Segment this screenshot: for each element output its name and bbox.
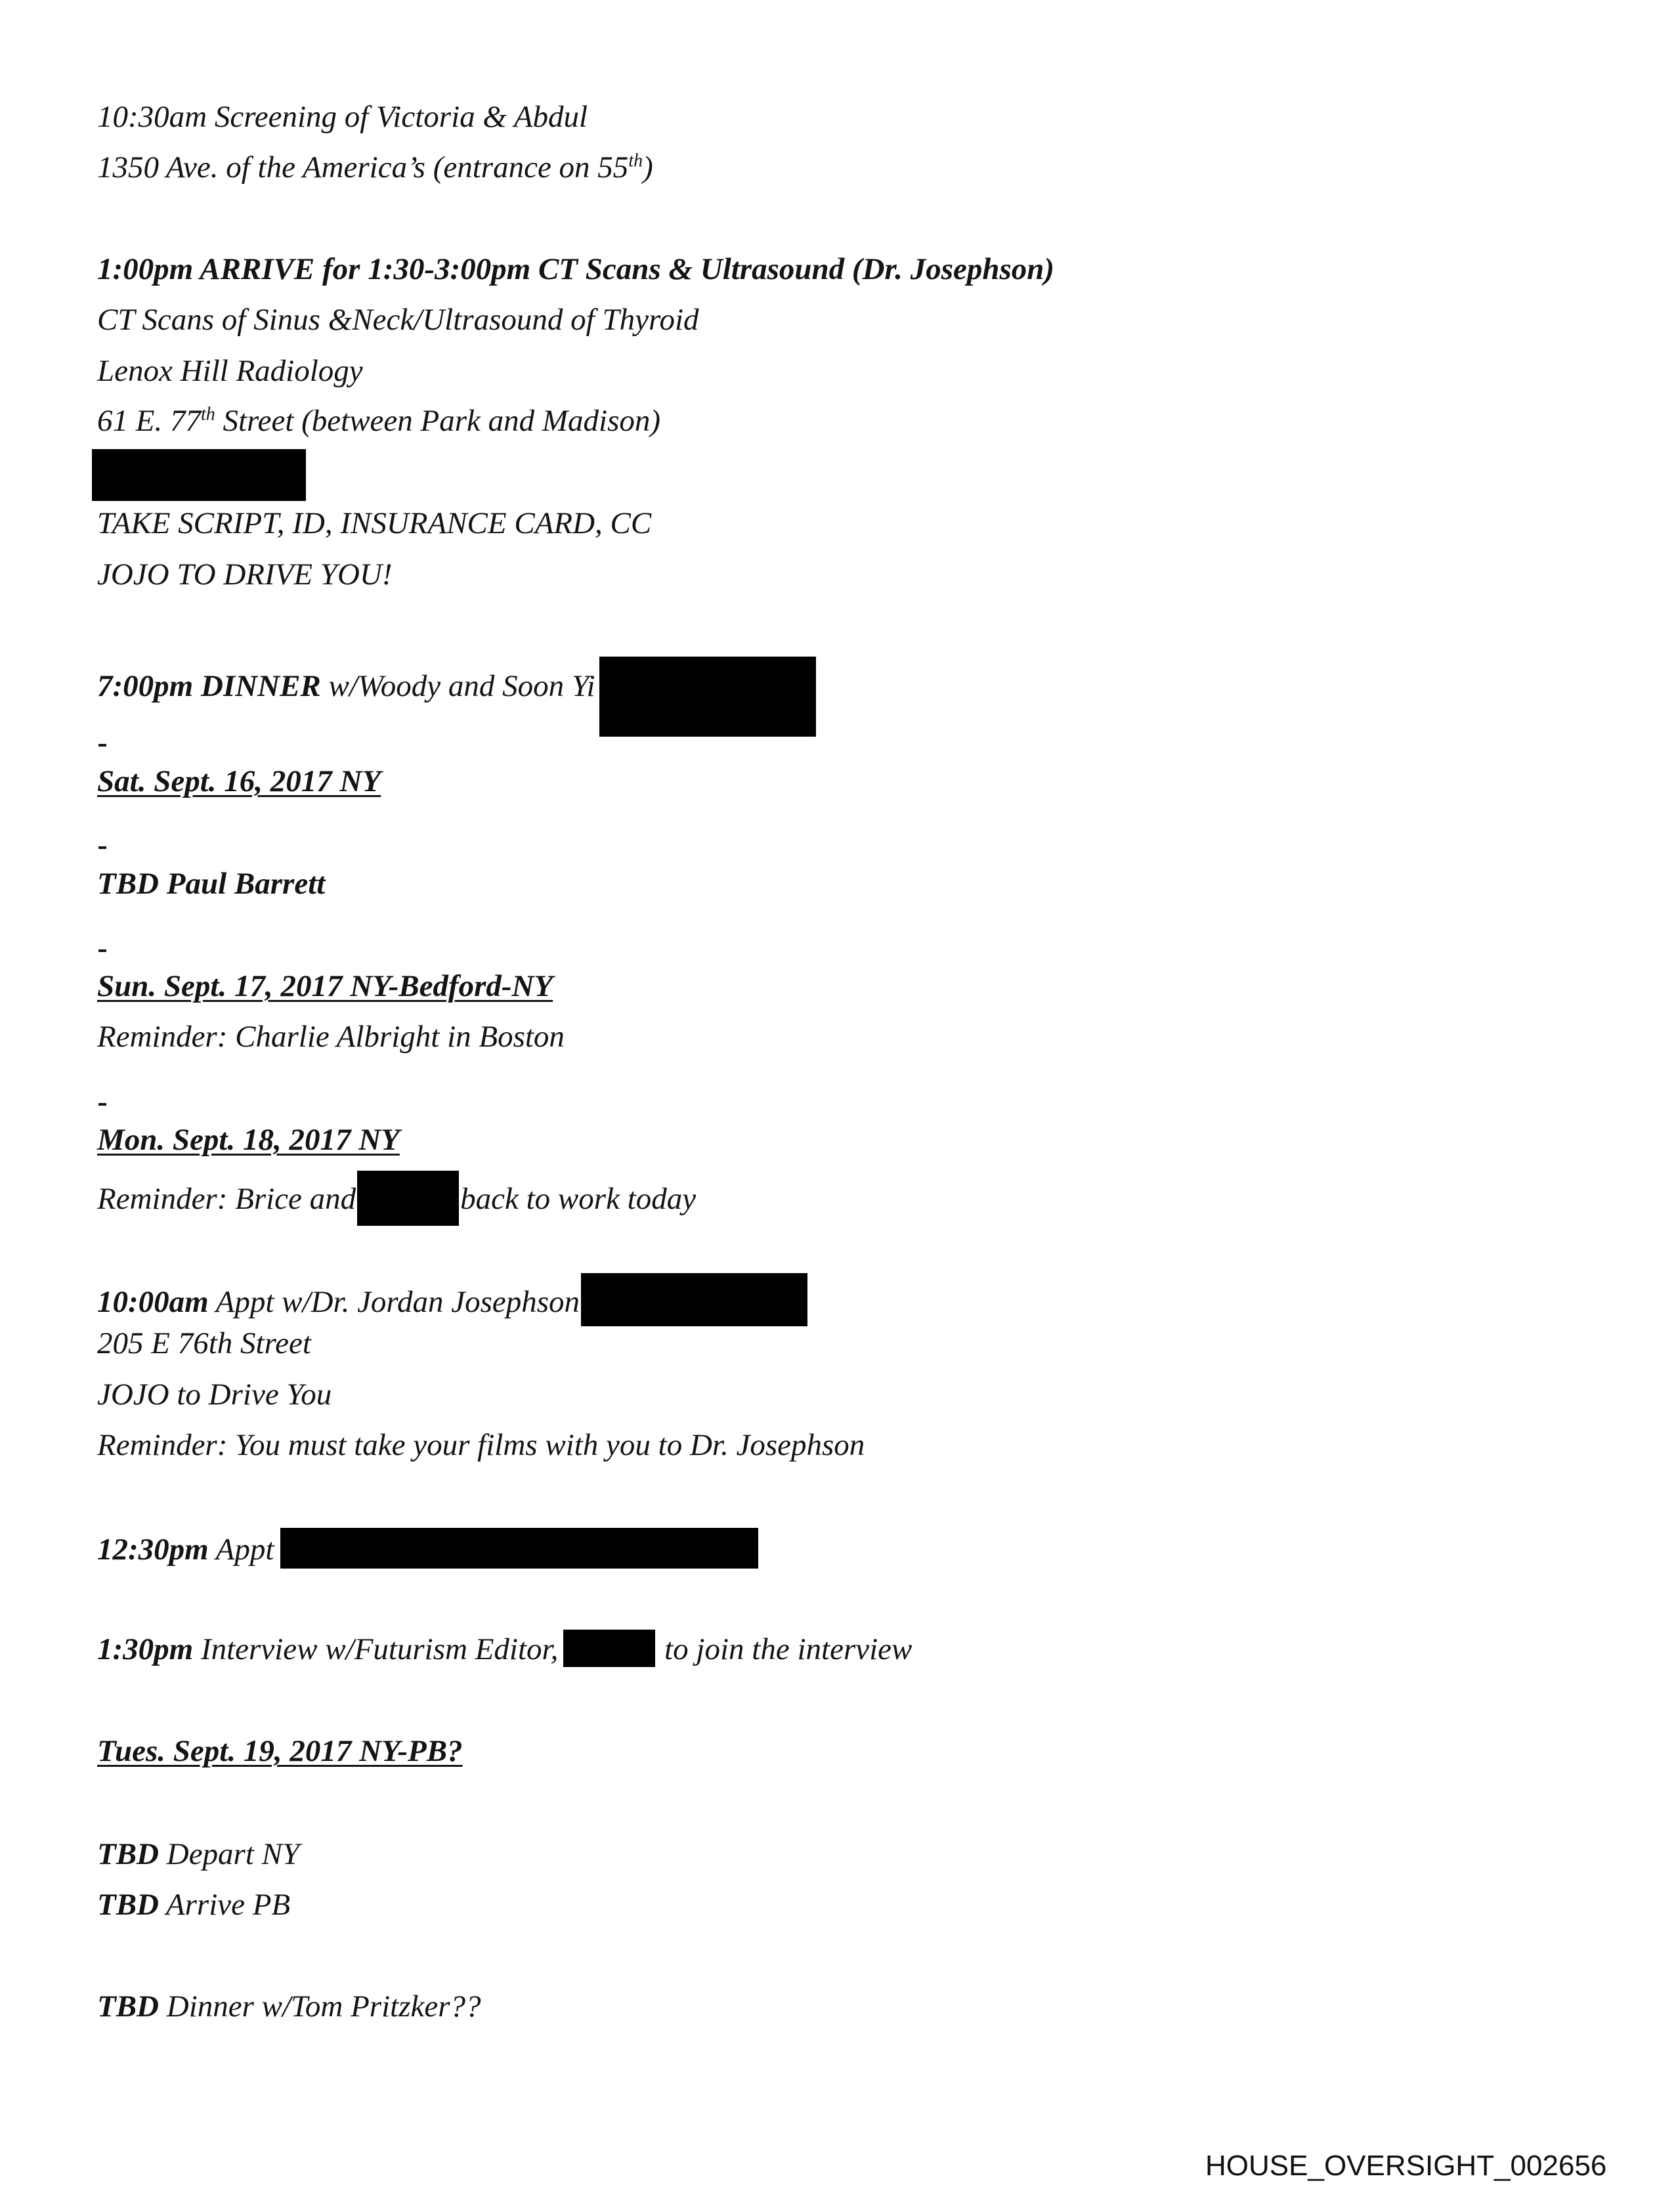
sun-date: Sun. Sept. 17, 2017 NY-Bedford-NY [97, 969, 553, 1003]
tue-depart-tbd: TBD [97, 1837, 159, 1871]
appt1-reminder: Reminder: You must take your films with you to Dr. Josephson [97, 1428, 865, 1462]
sat-date: Sat. Sept. 16, 2017 NY [97, 764, 381, 798]
tue-depart-text: Depart NY [159, 1837, 300, 1871]
ct-scans-line4: TAKE SCRIPT, ID, INSURANCE CARD, CC [97, 506, 652, 540]
ct-address-rest: Street (between Park and Madison) [215, 404, 661, 438]
tue-arrive [97, 1885, 290, 1924]
dinner-time: 7:00pm DINNER [97, 669, 321, 703]
ct-scans-address [97, 401, 660, 441]
screening-address-sup: th [628, 150, 643, 171]
bates-number: HOUSE_OVERSIGHT_002656 [1205, 2150, 1607, 2182]
appt2-time: 12:30pm [97, 1532, 209, 1567]
tue-dinner-tbd: TBD [97, 1989, 159, 2024]
ct-scans-line1: CT Scans of Sinus &Neck/Ultrasound of Thyroid [97, 303, 699, 337]
sat-item: TBD Paul Barrett [97, 867, 326, 901]
appt2-text: Appt [208, 1532, 274, 1567]
mon-reminder-text: Reminder: Brice and [97, 1182, 356, 1216]
separator-dash [98, 744, 106, 747]
separator-dash [98, 1103, 106, 1106]
tue-arrive-tbd: TBD [97, 1888, 159, 1922]
screening-title: 10:30am Screening of Victoria & Abdul [97, 100, 588, 134]
screening-address [97, 148, 653, 187]
tue-dinner [97, 1987, 481, 2026]
separator-dash [98, 846, 106, 849]
mon-reminder-rest: back to work today [460, 1182, 697, 1216]
appt1-line [97, 1273, 809, 1326]
interview-line [97, 1630, 912, 1669]
tue-dinner-text: Dinner w/Tom Pritzker?? [159, 1989, 481, 2024]
sun-reminder: Reminder: Charlie Albright in Boston [97, 1020, 565, 1054]
interview-time: 1:30pm [97, 1632, 194, 1666]
tue-arrive-text: Arrive PB [159, 1888, 291, 1922]
appt2-line [97, 1528, 760, 1569]
redaction-block [581, 1273, 807, 1326]
interview-text: Interview w/Futurism Editor, [193, 1632, 559, 1666]
tue-depart [97, 1834, 299, 1874]
ct-address-sup: th [200, 404, 215, 425]
redaction-block [92, 449, 306, 501]
redaction-block [280, 1528, 758, 1569]
redaction-block [563, 1630, 655, 1667]
dinner-line [97, 657, 817, 737]
screening-line [97, 97, 588, 137]
appt1-address: 205 E 76th Street [97, 1326, 311, 1360]
appt1-drive: JOJO to Drive You [97, 1377, 332, 1412]
ct-scans-line2: Lenox Hill Radiology [97, 354, 363, 388]
separator-dash [98, 949, 106, 952]
dinner-text: w/Woody and Soon Yi [320, 669, 595, 703]
interview-rest: to join the interview [656, 1632, 912, 1666]
redaction-block [357, 1171, 459, 1226]
mon-date: Mon. Sept. 18, 2017 NY [97, 1123, 400, 1157]
mon-reminder [97, 1171, 696, 1226]
appt1-text: Appt w/Dr. Jordan Josephson [208, 1285, 580, 1319]
ct-scans-heading: 1:00pm ARRIVE for 1:30-3:00pm CT Scans & Ultrasound (Dr. Josephson) [97, 252, 1055, 286]
ct-scans-line5: JOJO TO DRIVE YOU! [97, 557, 393, 592]
redaction-block [599, 657, 816, 737]
tue-date: Tues. Sept. 19, 2017 NY-PB? [97, 1734, 463, 1768]
appt1-time: 10:00am [97, 1285, 209, 1319]
ct-address-text: 61 E. 77 [97, 404, 201, 438]
screening-address-text: 1350 Ave. of the America’s (entrance on 55 [97, 150, 629, 184]
screening-address-close: ) [643, 150, 653, 184]
